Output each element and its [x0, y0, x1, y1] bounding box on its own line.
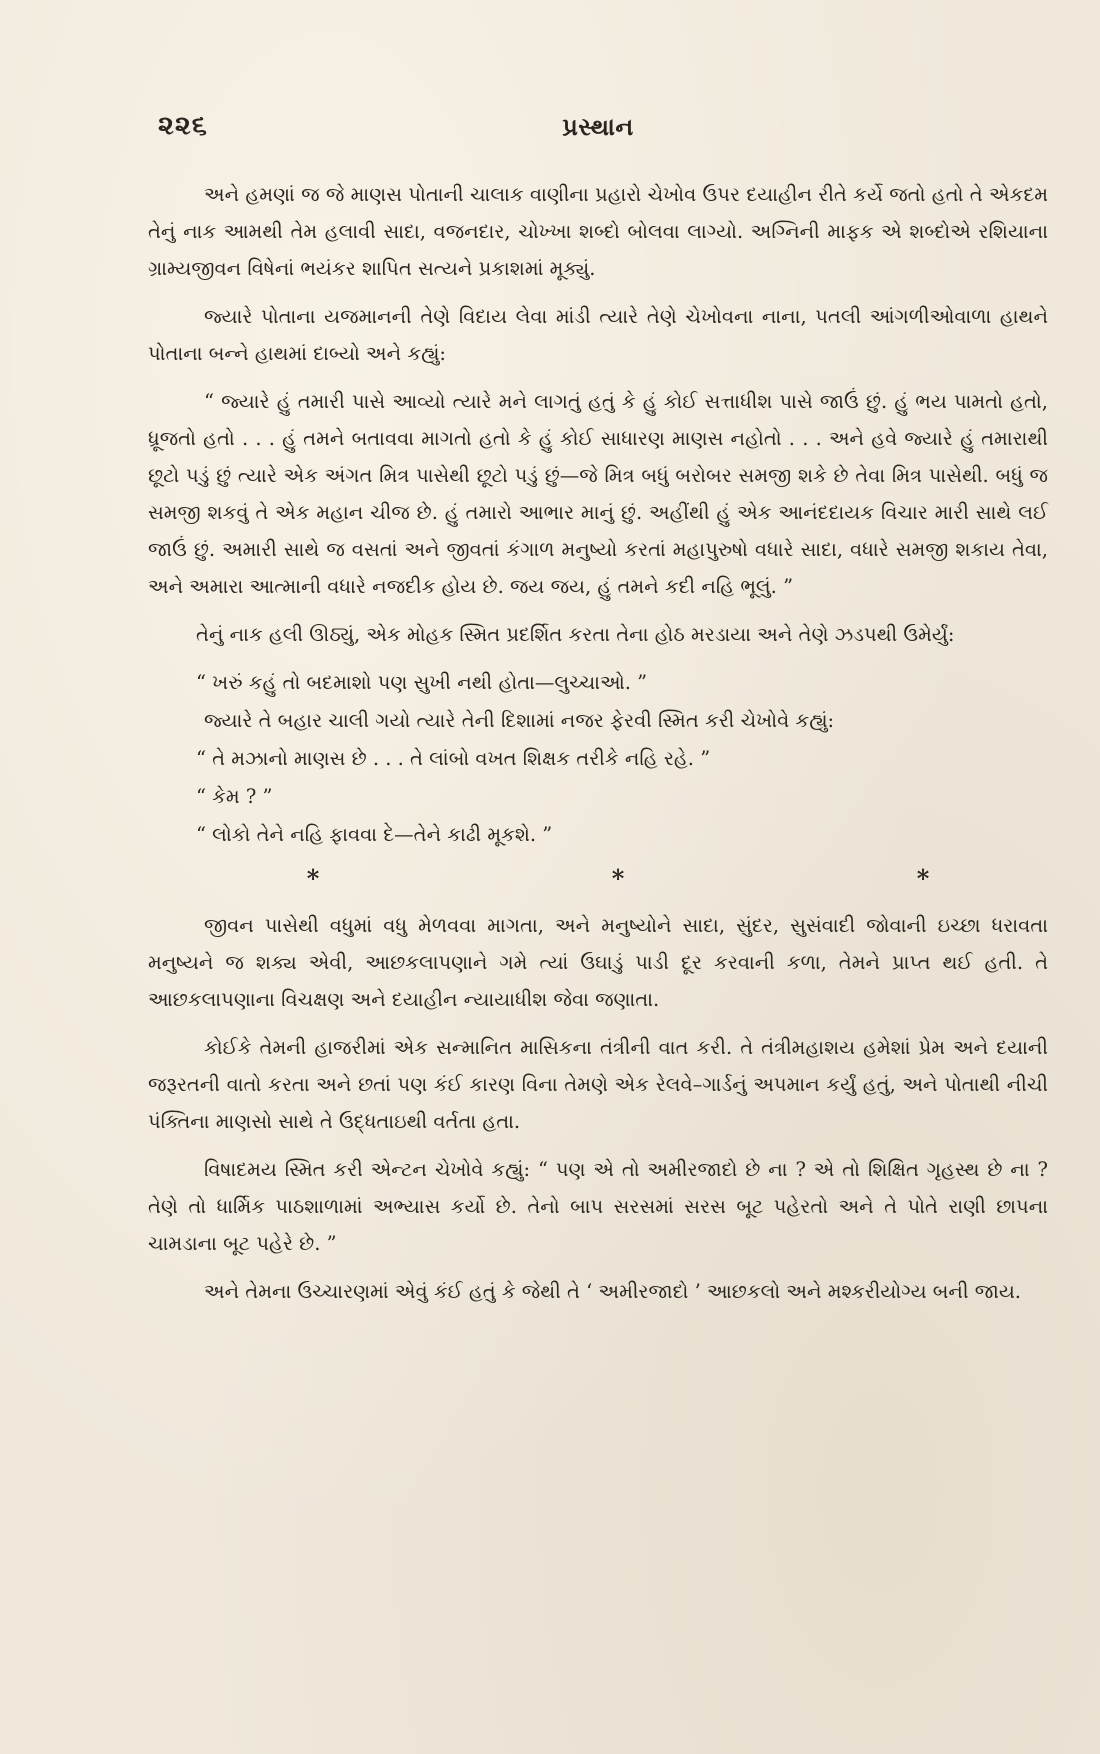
paragraph: જીવન પાસેથી વધુમાં વધુ મેળવવા માગતા, અને મનુષ્યોને સાદા, સુંદર, સુસંવાદી જોવાની ઇચ્છા ધરાવતા મનુષ્યને જ શક્ય એવી, આછકલાપણાને ગમે ત્યાં ઉઘાડું પાડી દૂર કરવાની કળા, તેમને પ્રાપ્ત થઈ હતી. તે આછકલાપણાના વિચક્ષણ અને દયાહીન ન્યાયાધીશ જેવા જણાતા.: [148, 914, 1048, 1011]
page-number: ૨૨૬: [158, 110, 208, 141]
paragraph: જ્યારે પોતાના યજમાનની તેણે વિદાય લેવા માંડી ત્યારે તેણે ચેખોવના નાના, પતલી આંગળીઓવાળા હાથને પોતાના બન્ને હાથમાં દાબ્યો અને કહ્યું:: [148, 305, 1048, 365]
separator-asterisk: *: [916, 864, 930, 893]
dialog-line: “ લોકો તેને નહિ ફાવવા દે—તેને કાઢી મૂકશે. ”: [196, 823, 553, 846]
paragraph: અને તેમના ઉચ્ચારણમાં એવું કંઈ હતું કે જેથી તે ‘ અમીરજાદો ’ આછકલો અને મશ્કરીયોગ્ય બની જાય.: [204, 1280, 1022, 1303]
dialog-line: જ્યારે તે બહાર ચાલી ગયો ત્યારે તેની દિશામાં નજર ફેરવી સ્મિત કરી ચેખોવે કહ્યું:: [204, 709, 835, 732]
paragraph: વિષાદમય સ્મિત કરી એન્ટન ચેખોવે કહ્યું: “ પણ એ તો અમીરજાદો છે ના ? એ તો શિક્ષિત ગૃહસ્થ છે ના ? તેણે તો ધાર્મિક પાઠશાળામાં અભ્યાસ કર્યો છે. તેનો બાપ સરસમાં સરસ બૂટ પહેરતો અને તે પોતે રાણી છાપના ચામડાના બૂટ પહેરે છે. ”: [148, 1158, 1048, 1255]
separator-asterisk: *: [611, 864, 625, 893]
paragraph: કોઈકે તેમની હાજરીમાં એક સન્માનિત માસિકના તંત્રીની વાત કરી. તે તંત્રીમહાશય હમેશાં પ્રેમ અને દયાની જરૂરતની વાતો કરતા અને છતાં પણ કંઈ કારણ વિના તેમણે એક રેલવે–ગાર્ડનું અપમાન કર્યું હતું, અને પોતાથી નીચી પંક્તિના માણસો સાથે તે ઉદ્ધતાઇથી વર્તતા હતા.: [148, 1036, 1048, 1133]
running-title: પ્રસ્થાન: [562, 112, 634, 141]
separator-asterisk: *: [306, 864, 320, 893]
quoted-speech: “ જ્યારે હું તમારી પાસે આવ્યો ત્યારે મને લાગતું હતું કે હું કોઈ સત્તાધીશ પાસે જાઉં છું. હું ભય પામતો હતો, ધ્રૂજતો હતો . . . હું તમને બતાવવા માગતો હતો કે હું કોઈ સાધારણ માણસ નહોતો . . . અને હવે જ્યારે હું તમારાથી છૂટો પડું છું ત્યારે એક અંગત મિત્ર પાસેથી છૂટો પડું છું—જે મિત્ર બધું બરોબર સમજી શકે છે તેવા મિત્ર પાસેથી. બધું જ સમજી શકવું તે એક મહાન ચીજ છે. હું તમારો આભાર માનું છું. અહીંથી હું એક આનંદદાયક વિચાર મારી સાથે લઈ જાઉં છું. અમારી સાથે જ વસતાં અને જીવતાં કંગાળ મનુષ્યો કરતાં મહાપુરુષો વધારે સાદા, વધારે સમજી શકાય તેવા, અને અમારા આત્માની વધારે નજદીક હોય છે. જય જય, હું તમને કદી નહિ ભૂલું. ”: [148, 390, 1048, 598]
dialog-line: “ કેમ ? ”: [196, 785, 273, 808]
dialog-line: “ તે મઝાનો માણસ છે . . . તે લાંબો વખત શિક્ષક તરીકે નહિ રહે. ”: [196, 747, 711, 770]
page-body: [148, 176, 1048, 1310]
dialog-line: “ ખરું કહું તો બદમાશો પણ સુખી નથી હોતા—લુચ્ચાઓ. ”: [196, 671, 648, 694]
paragraph: તેનું નાક હલી ઊઠ્યું, એક મોહક સ્મિત પ્રદર્શિત કરતા તેના હોઠ મરડાયા અને તેણે ઝડપથી ઉમેર્યું:: [196, 623, 955, 646]
section-separator: [148, 854, 1048, 907]
page-header: [148, 110, 1048, 156]
paragraph: અને હમણાં જ જે માણસ પોતાની ચાલાક વાણીના પ્રહારો ચેખોવ ઉપર દયાહીન રીતે કર્યે જતો હતો તે એકદમ તેનું નાક આમથી તેમ હલાવી સાદા, વજનદાર, ચોખ્ખા શબ્દો બોલવા લાગ્યો. અગ્નિની માફક એ શબ્દોએ રશિયાના ગ્રામ્યજીવન વિષેનાં ભયંકર શાપિત સત્યને પ્રકાશમાં મૂક્યું.: [148, 183, 1048, 280]
